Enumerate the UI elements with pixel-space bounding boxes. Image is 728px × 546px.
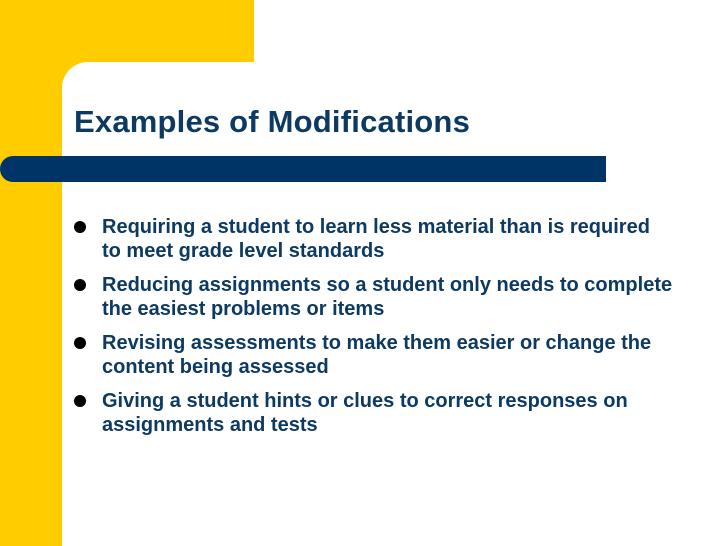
bullet-item [74,273,674,321]
bullet-text: Giving a student hints or clues to correct responses on assignments and tests [102,390,628,436]
bullet-text: Reducing assignments so a student only needs to complete the easiest problems or items [102,274,673,320]
title-underline-bar [0,156,606,182]
bullet-dot-icon [74,395,86,407]
bullet-dot-icon [74,279,86,291]
bullet-text: Revising assessments to make them easier or change the content being assessed [102,332,652,378]
bullet-list [74,215,674,447]
bullet-item [74,389,674,437]
bullet-item [74,331,674,379]
bullet-dot-icon [74,337,86,349]
bullet-text: Requiring a student to learn less material than is required to meet grade level standards [102,216,650,262]
slide-title: Examples of Modifications [74,104,471,139]
bullet-item [74,215,674,263]
bullet-dot-icon [74,221,86,233]
